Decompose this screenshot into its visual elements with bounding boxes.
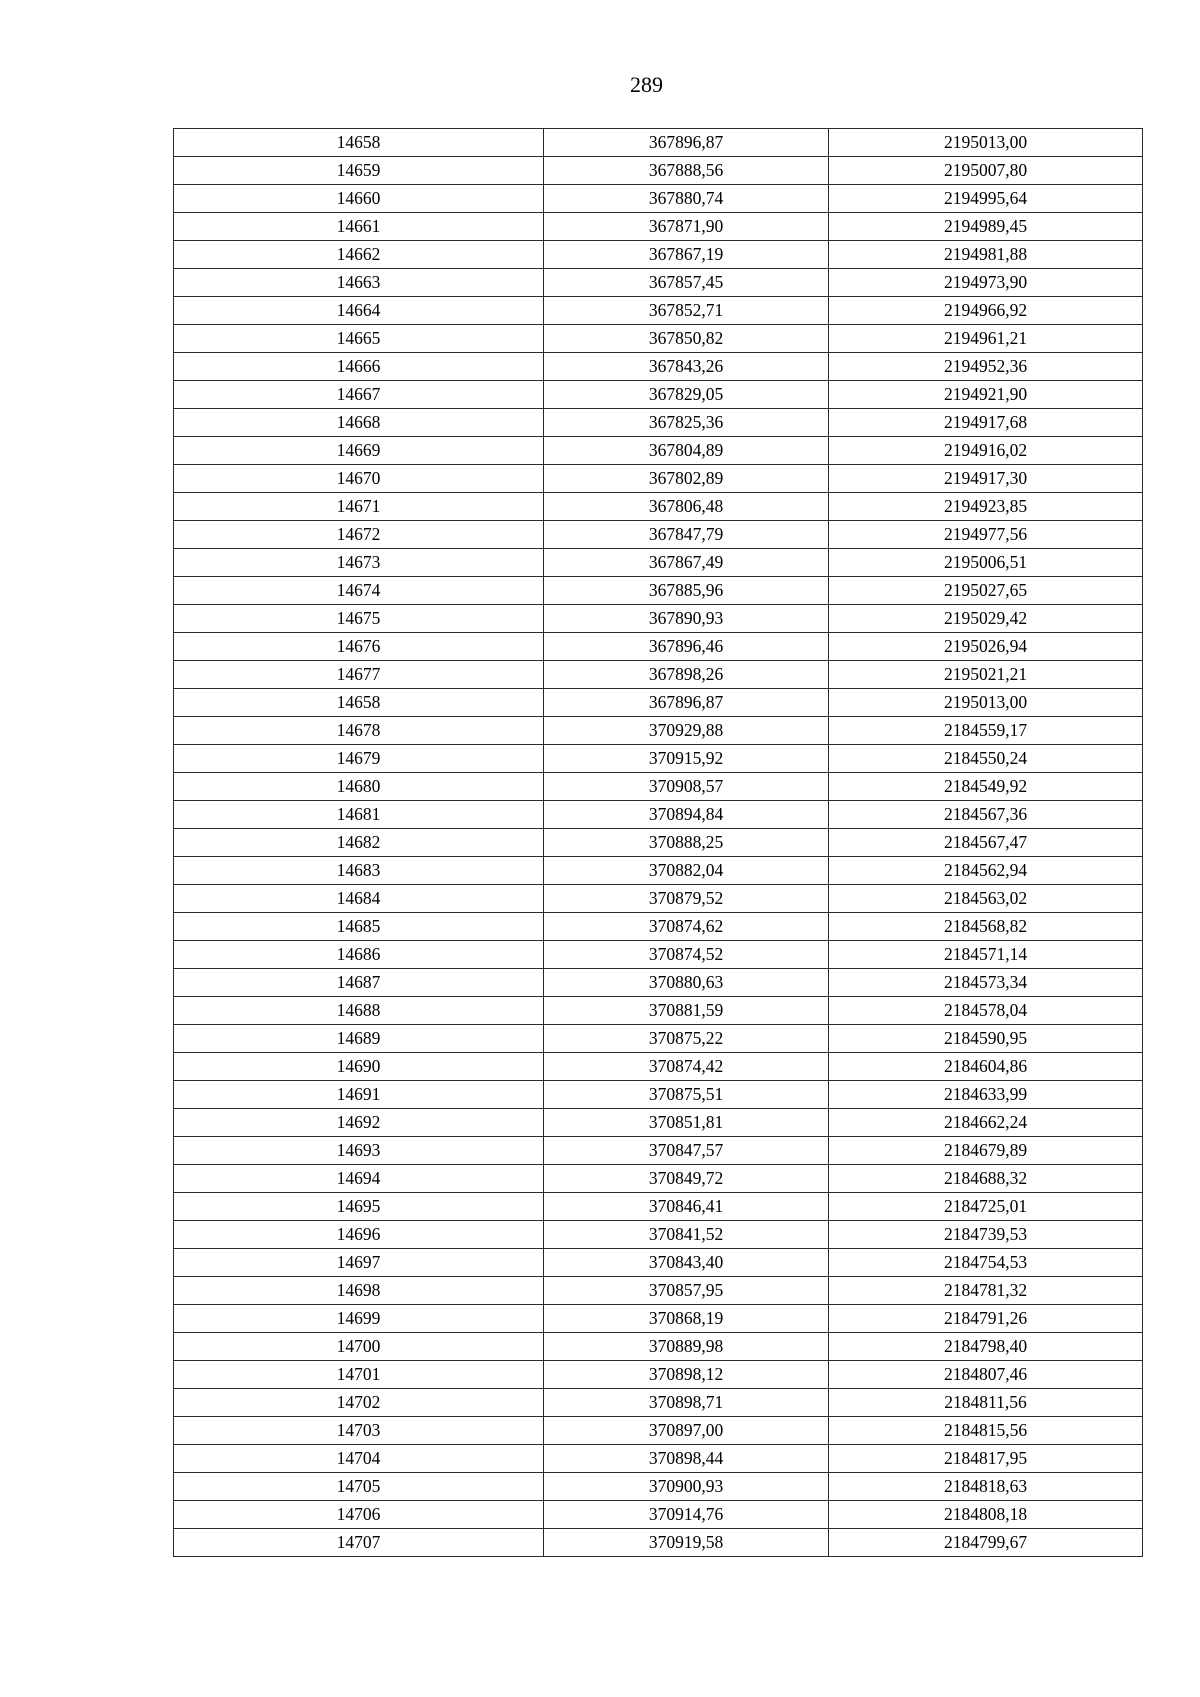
point-number-cell: 14695: [174, 1193, 544, 1221]
y-coordinate-cell: 2184604,86: [829, 1053, 1143, 1081]
table-row: [174, 521, 1143, 549]
y-coordinate-cell: 2184807,46: [829, 1361, 1143, 1389]
y-coordinate-cell: 2184567,36: [829, 801, 1143, 829]
point-number-cell: 14679: [174, 745, 544, 773]
point-number-cell: 14690: [174, 1053, 544, 1081]
table-row: [174, 941, 1143, 969]
y-coordinate-cell: 2195007,80: [829, 157, 1143, 185]
point-number-cell: 14699: [174, 1305, 544, 1333]
x-coordinate-cell: 370874,52: [544, 941, 829, 969]
point-number-cell: 14668: [174, 409, 544, 437]
table-row: [174, 549, 1143, 577]
y-coordinate-cell: 2194966,92: [829, 297, 1143, 325]
point-number-cell: 14681: [174, 801, 544, 829]
coordinates-table: [173, 128, 1143, 1557]
y-coordinate-cell: 2184781,32: [829, 1277, 1143, 1305]
x-coordinate-cell: 367829,05: [544, 381, 829, 409]
x-coordinate-cell: 370857,95: [544, 1277, 829, 1305]
y-coordinate-cell: 2194916,02: [829, 437, 1143, 465]
point-number-cell: 14680: [174, 773, 544, 801]
point-number-cell: 14670: [174, 465, 544, 493]
x-coordinate-cell: 370908,57: [544, 773, 829, 801]
point-number-cell: 14701: [174, 1361, 544, 1389]
point-number-cell: 14665: [174, 325, 544, 353]
y-coordinate-cell: 2184791,26: [829, 1305, 1143, 1333]
table-row: [174, 1529, 1143, 1557]
y-coordinate-cell: 2184817,95: [829, 1445, 1143, 1473]
x-coordinate-cell: 367896,46: [544, 633, 829, 661]
x-coordinate-cell: 367867,49: [544, 549, 829, 577]
table-row: [174, 829, 1143, 857]
point-number-cell: 14661: [174, 213, 544, 241]
point-number-cell: 14660: [174, 185, 544, 213]
point-number-cell: 14694: [174, 1165, 544, 1193]
point-number-cell: 14682: [174, 829, 544, 857]
point-number-cell: 14698: [174, 1277, 544, 1305]
y-coordinate-cell: 2194989,45: [829, 213, 1143, 241]
table-row: [174, 1081, 1143, 1109]
table-row: [174, 129, 1143, 157]
table-row: [174, 1445, 1143, 1473]
x-coordinate-cell: 367888,56: [544, 157, 829, 185]
table-row: [174, 409, 1143, 437]
table-row: [174, 493, 1143, 521]
table-row: [174, 1417, 1143, 1445]
y-coordinate-cell: 2195006,51: [829, 549, 1143, 577]
table-row: [174, 157, 1143, 185]
y-coordinate-cell: 2184562,94: [829, 857, 1143, 885]
y-coordinate-cell: 2184725,01: [829, 1193, 1143, 1221]
y-coordinate-cell: 2194977,56: [829, 521, 1143, 549]
y-coordinate-cell: 2184662,24: [829, 1109, 1143, 1137]
point-number-cell: 14662: [174, 241, 544, 269]
x-coordinate-cell: 370847,57: [544, 1137, 829, 1165]
point-number-cell: 14667: [174, 381, 544, 409]
point-number-cell: 14687: [174, 969, 544, 997]
table-row: [174, 661, 1143, 689]
y-coordinate-cell: 2194923,85: [829, 493, 1143, 521]
y-coordinate-cell: 2184754,53: [829, 1249, 1143, 1277]
table-row: [174, 577, 1143, 605]
point-number-cell: 14704: [174, 1445, 544, 1473]
table-body: [174, 129, 1143, 1557]
point-number-cell: 14672: [174, 521, 544, 549]
y-coordinate-cell: 2184633,99: [829, 1081, 1143, 1109]
table-row: [174, 1473, 1143, 1501]
x-coordinate-cell: 367890,93: [544, 605, 829, 633]
point-number-cell: 14676: [174, 633, 544, 661]
table-row: [174, 857, 1143, 885]
x-coordinate-cell: 370882,04: [544, 857, 829, 885]
point-number-cell: 14703: [174, 1417, 544, 1445]
table-row: [174, 1053, 1143, 1081]
point-number-cell: 14673: [174, 549, 544, 577]
point-number-cell: 14671: [174, 493, 544, 521]
y-coordinate-cell: 2184739,53: [829, 1221, 1143, 1249]
table-row: [174, 745, 1143, 773]
point-number-cell: 14675: [174, 605, 544, 633]
point-number-cell: 14659: [174, 157, 544, 185]
x-coordinate-cell: 367804,89: [544, 437, 829, 465]
x-coordinate-cell: 370843,40: [544, 1249, 829, 1277]
y-coordinate-cell: 2184590,95: [829, 1025, 1143, 1053]
table-row: [174, 969, 1143, 997]
point-number-cell: 14688: [174, 997, 544, 1025]
point-number-cell: 14697: [174, 1249, 544, 1277]
point-number-cell: 14658: [174, 129, 544, 157]
table-row: [174, 1389, 1143, 1417]
table-row: [174, 605, 1143, 633]
y-coordinate-cell: 2194981,88: [829, 241, 1143, 269]
y-coordinate-cell: 2184578,04: [829, 997, 1143, 1025]
table-row: [174, 633, 1143, 661]
point-number-cell: 14707: [174, 1529, 544, 1557]
x-coordinate-cell: 367802,89: [544, 465, 829, 493]
x-coordinate-cell: 370894,84: [544, 801, 829, 829]
x-coordinate-cell: 367825,36: [544, 409, 829, 437]
point-number-cell: 14683: [174, 857, 544, 885]
x-coordinate-cell: 370879,52: [544, 885, 829, 913]
table-row: [174, 1165, 1143, 1193]
x-coordinate-cell: 370919,58: [544, 1529, 829, 1557]
y-coordinate-cell: 2194917,30: [829, 465, 1143, 493]
x-coordinate-cell: 367871,90: [544, 213, 829, 241]
table-row: [174, 801, 1143, 829]
y-coordinate-cell: 2184563,02: [829, 885, 1143, 913]
y-coordinate-cell: 2194952,36: [829, 353, 1143, 381]
point-number-cell: 14685: [174, 913, 544, 941]
x-coordinate-cell: 370889,98: [544, 1333, 829, 1361]
x-coordinate-cell: 370914,76: [544, 1501, 829, 1529]
x-coordinate-cell: 370875,51: [544, 1081, 829, 1109]
point-number-cell: 14666: [174, 353, 544, 381]
point-number-cell: 14664: [174, 297, 544, 325]
x-coordinate-cell: 367843,26: [544, 353, 829, 381]
x-coordinate-cell: 367867,19: [544, 241, 829, 269]
table-row: [174, 885, 1143, 913]
x-coordinate-cell: 367806,48: [544, 493, 829, 521]
y-coordinate-cell: 2184798,40: [829, 1333, 1143, 1361]
table-row: [174, 1193, 1143, 1221]
y-coordinate-cell: 2184688,32: [829, 1165, 1143, 1193]
table-row: [174, 717, 1143, 745]
table-row: [174, 213, 1143, 241]
point-number-cell: 14684: [174, 885, 544, 913]
table-row: [174, 1025, 1143, 1053]
table-row: [174, 381, 1143, 409]
x-coordinate-cell: 370849,72: [544, 1165, 829, 1193]
point-number-cell: 14677: [174, 661, 544, 689]
y-coordinate-cell: 2195027,65: [829, 577, 1143, 605]
y-coordinate-cell: 2195021,21: [829, 661, 1143, 689]
x-coordinate-cell: 370900,93: [544, 1473, 829, 1501]
x-coordinate-cell: 367847,79: [544, 521, 829, 549]
point-number-cell: 14669: [174, 437, 544, 465]
table-row: [174, 185, 1143, 213]
x-coordinate-cell: 367852,71: [544, 297, 829, 325]
x-coordinate-cell: 370880,63: [544, 969, 829, 997]
y-coordinate-cell: 2195029,42: [829, 605, 1143, 633]
y-coordinate-cell: 2194973,90: [829, 269, 1143, 297]
point-number-cell: 14663: [174, 269, 544, 297]
y-coordinate-cell: 2194961,21: [829, 325, 1143, 353]
table-row: [174, 269, 1143, 297]
x-coordinate-cell: 367896,87: [544, 129, 829, 157]
table-row: [174, 1333, 1143, 1361]
point-number-cell: 14689: [174, 1025, 544, 1053]
x-coordinate-cell: 367880,74: [544, 185, 829, 213]
point-number-cell: 14674: [174, 577, 544, 605]
x-coordinate-cell: 367896,87: [544, 689, 829, 717]
table-row: [174, 1361, 1143, 1389]
x-coordinate-cell: 370898,44: [544, 1445, 829, 1473]
x-coordinate-cell: 370898,71: [544, 1389, 829, 1417]
x-coordinate-cell: 367885,96: [544, 577, 829, 605]
point-number-cell: 14702: [174, 1389, 544, 1417]
y-coordinate-cell: 2194917,68: [829, 409, 1143, 437]
y-coordinate-cell: 2184799,67: [829, 1529, 1143, 1557]
table-row: [174, 1277, 1143, 1305]
x-coordinate-cell: 370875,22: [544, 1025, 829, 1053]
point-number-cell: 14705: [174, 1473, 544, 1501]
y-coordinate-cell: 2184679,89: [829, 1137, 1143, 1165]
y-coordinate-cell: 2195026,94: [829, 633, 1143, 661]
point-number-cell: 14691: [174, 1081, 544, 1109]
table-row: [174, 1221, 1143, 1249]
x-coordinate-cell: 370874,62: [544, 913, 829, 941]
y-coordinate-cell: 2184568,82: [829, 913, 1143, 941]
page-number: 289: [630, 72, 663, 97]
point-number-cell: 14700: [174, 1333, 544, 1361]
x-coordinate-cell: 370846,41: [544, 1193, 829, 1221]
point-number-cell: 14692: [174, 1109, 544, 1137]
x-coordinate-cell: 367898,26: [544, 661, 829, 689]
table-row: [174, 437, 1143, 465]
y-coordinate-cell: 2184815,56: [829, 1417, 1143, 1445]
table-row: [174, 1109, 1143, 1137]
point-number-cell: 14686: [174, 941, 544, 969]
y-coordinate-cell: 2195013,00: [829, 129, 1143, 157]
x-coordinate-cell: 370898,12: [544, 1361, 829, 1389]
x-coordinate-cell: 370851,81: [544, 1109, 829, 1137]
x-coordinate-cell: 370874,42: [544, 1053, 829, 1081]
x-coordinate-cell: 370868,19: [544, 1305, 829, 1333]
y-coordinate-cell: 2194921,90: [829, 381, 1143, 409]
x-coordinate-cell: 370841,52: [544, 1221, 829, 1249]
point-number-cell: 14678: [174, 717, 544, 745]
x-coordinate-cell: 370915,92: [544, 745, 829, 773]
table-row: [174, 773, 1143, 801]
y-coordinate-cell: 2184550,24: [829, 745, 1143, 773]
table-row: [174, 1137, 1143, 1165]
y-coordinate-cell: 2184559,17: [829, 717, 1143, 745]
table-row: [174, 689, 1143, 717]
y-coordinate-cell: 2184573,34: [829, 969, 1143, 997]
y-coordinate-cell: 2184567,47: [829, 829, 1143, 857]
y-coordinate-cell: 2184549,92: [829, 773, 1143, 801]
point-number-cell: 14658: [174, 689, 544, 717]
table-row: [174, 325, 1143, 353]
point-number-cell: 14706: [174, 1501, 544, 1529]
table-row: [174, 913, 1143, 941]
table-row: [174, 997, 1143, 1025]
y-coordinate-cell: 2184811,56: [829, 1389, 1143, 1417]
y-coordinate-cell: 2184571,14: [829, 941, 1143, 969]
y-coordinate-cell: 2195013,00: [829, 689, 1143, 717]
table-row: [174, 297, 1143, 325]
point-number-cell: 14696: [174, 1221, 544, 1249]
x-coordinate-cell: 370888,25: [544, 829, 829, 857]
table-row: [174, 353, 1143, 381]
table-row: [174, 465, 1143, 493]
y-coordinate-cell: 2184818,63: [829, 1473, 1143, 1501]
table-row: [174, 1501, 1143, 1529]
x-coordinate-cell: 367857,45: [544, 269, 829, 297]
point-number-cell: 14693: [174, 1137, 544, 1165]
x-coordinate-cell: 370881,59: [544, 997, 829, 1025]
table-row: [174, 1249, 1143, 1277]
x-coordinate-cell: 370929,88: [544, 717, 829, 745]
x-coordinate-cell: 370897,00: [544, 1417, 829, 1445]
table-row: [174, 241, 1143, 269]
y-coordinate-cell: 2184808,18: [829, 1501, 1143, 1529]
table-row: [174, 1305, 1143, 1333]
y-coordinate-cell: 2194995,64: [829, 185, 1143, 213]
x-coordinate-cell: 367850,82: [544, 325, 829, 353]
